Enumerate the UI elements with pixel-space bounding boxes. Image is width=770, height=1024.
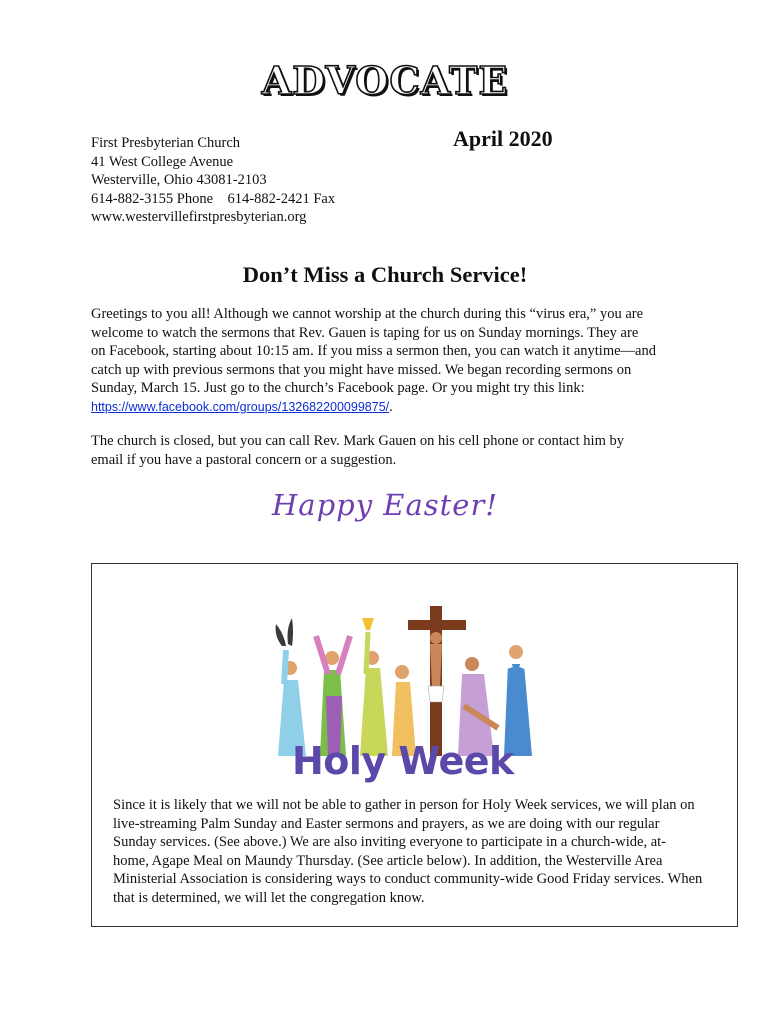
paragraph-line: Greetings to you all! Although we cannot worship at the church during this “virus era,” you are [91, 306, 644, 322]
figure-with-chalice [360, 618, 388, 756]
paragraph-line: The church is closed, but you can call Rev. Mark Gauen on his cell phone or contact him by [91, 433, 624, 449]
newsletter-title: ADVOCATE [261, 58, 509, 103]
church-phone: 614-882-3155 Phone [91, 190, 214, 207]
paragraph-line: Sunday, March 15. Just go to the church’s Facebook page. Or you might try this link: [91, 380, 585, 397]
article-paragraph-1 [91, 305, 691, 417]
church-website: www.westervillefirstpresbyterian.org [91, 209, 307, 226]
church-fax: 614-882-2421 Fax [227, 190, 336, 207]
figure-with-palm [276, 618, 306, 756]
paragraph-line: welcome to watch the sermons that Rev. Gauen is taping for us on Sunday mornings. They are [91, 324, 639, 341]
facebook-link[interactable]: https://www.facebook.com/groups/132682200099875/ [91, 399, 390, 414]
paragraph-line: catch up with previous sermons that you might have missed. We began recording sermons on [91, 361, 632, 378]
paragraph-line: Since it is likely that we will not be able to gather in person for Holy Week services, we will plan on [113, 797, 695, 813]
paragraph-line: Sunday services. (See above.) We are also inviting everyone to participate in a church-wide, at- [113, 834, 666, 851]
paragraph-line: that is determined, we will let the congregation know. [113, 889, 425, 906]
link-suffix: . [389, 398, 393, 415]
issue-date: April 2020 [453, 126, 553, 151]
cross-icon [408, 606, 466, 756]
article-headline: Don’t Miss a Church Service! [242, 262, 528, 287]
holy-week-text [113, 796, 733, 908]
link-line [91, 398, 691, 417]
church-street: 41 West College Avenue [91, 153, 234, 170]
church-contact-line [91, 190, 335, 209]
figure-rejoicing [498, 630, 536, 756]
easter-greeting: Happy Easter! [272, 488, 498, 522]
article-paragraph-2 [91, 432, 691, 469]
figure-arms-raised [316, 636, 350, 756]
paragraph-line: on Facebook, starting about 10:15 am. If you miss a sermon then, you can watch it anytime—and [91, 343, 656, 360]
church-name: First Presbyterian Church [91, 135, 241, 151]
church-address-block [91, 134, 335, 227]
paragraph-line: home, Agape Meal on Maundy Thursday. (See article below). In addition, the Westerville Area [113, 852, 663, 869]
church-city: Westerville, Ohio 43081-2103 [91, 172, 267, 189]
holy-week-box [91, 563, 738, 927]
paragraph-line: live-streaming Palm Sunday and Easter sermons and prayers, as we are doing with our regular [113, 815, 660, 832]
paragraph-line: email if you have a pastoral concern or a suggestion. [91, 451, 397, 468]
holy-week-caption: Holy Week [292, 739, 514, 783]
paragraph-line: Ministerial Association is considering ways to conduct community-wide Good Friday services. When [113, 871, 703, 888]
